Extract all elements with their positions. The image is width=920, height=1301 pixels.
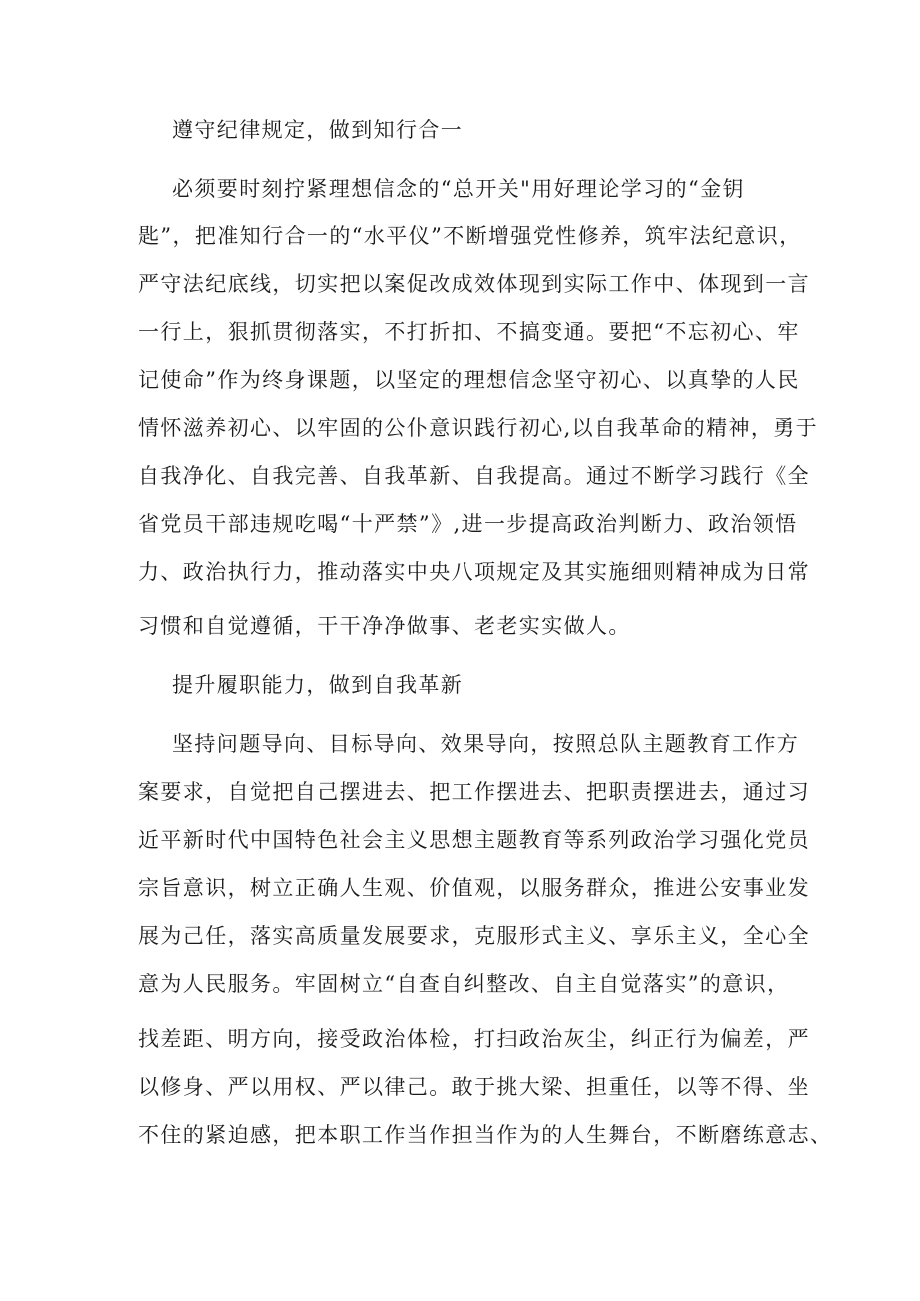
paragraph-line: 情怀滋养初心、以牢固的公仆意识践行初心,以自我革命的精神，勇于: [138, 416, 819, 440]
paragraph-line: 意为人民服务。牢固树立“自查自纠整改、自主自觉落实”的意识，: [138, 972, 790, 996]
paragraph-line: 坚持问题导向、目标导向、效果导向，按照总队主题教育工作方: [172, 732, 800, 756]
paragraph-line: 以修身、严以用权、严以律己。敢于挑大梁、担重任，以等不得、坐: [138, 1075, 810, 1099]
paragraph-line: 必须要时刻拧紧理想信念的“总开关"用好理论学习的“金钥: [172, 177, 745, 201]
paragraph-line: 严守法纪底线，切实把以案促改成效体现到实际工作中、体现到一言: [138, 272, 810, 296]
paragraph-line: 一行上，狠抓贯彻落实，不打折扣、不搞变通。要把“不忘初心、牢: [138, 320, 800, 344]
paragraph-line: 自我净化、自我完善、自我革新、自我提高。通过不断学习践行《全: [138, 464, 810, 488]
section-heading: 遵守纪律规定，做到知行合一: [172, 118, 464, 142]
paragraph-line: 力、政治执行力，推动落实中央八项规定及其实施细则精神成为日常: [138, 560, 810, 584]
section-heading: 提升履职能力，做到自我革新: [172, 673, 464, 697]
paragraph-line: 匙”，把准知行合一的“水平仪”不断增强党性修养，筑牢法纪意识，: [138, 224, 802, 248]
paragraph-line: 习惯和自觉遵循，干干净净做事、老老实实做人。: [138, 614, 631, 638]
paragraph-line: 宗旨意识，树立正确人生观、价值观，以服务群众，推进公安事业发: [138, 876, 810, 900]
paragraph-line: 省党员干部违规吃喝“十严禁”》,进一步提高政治判断力、政治领悟: [138, 512, 798, 536]
paragraph-line: 不住的紧迫感，把本职工作当作担当作为的人生舞台，不断磨练意志、: [138, 1123, 833, 1147]
paragraph-line: 展为己任，落实高质量发展要求，克服形式主义、享乐主义，全心全: [138, 924, 810, 948]
paragraph-line: 找差距、明方向，接受政治体检，打扫政治灰尘，纠正行为偏差，严: [138, 1027, 810, 1051]
paragraph-line: 记使命”作为终身课题，以坚定的理想信念坚守初心、以真挚的人民: [138, 368, 800, 392]
paragraph-line: 案要求，自觉把自己摆进去、把工作摆进去、把职责摆进去，通过习: [138, 780, 810, 804]
paragraph-line: 近平新时代中国特色社会主义思想主题教育等系列政治学习强化党员: [138, 828, 810, 852]
